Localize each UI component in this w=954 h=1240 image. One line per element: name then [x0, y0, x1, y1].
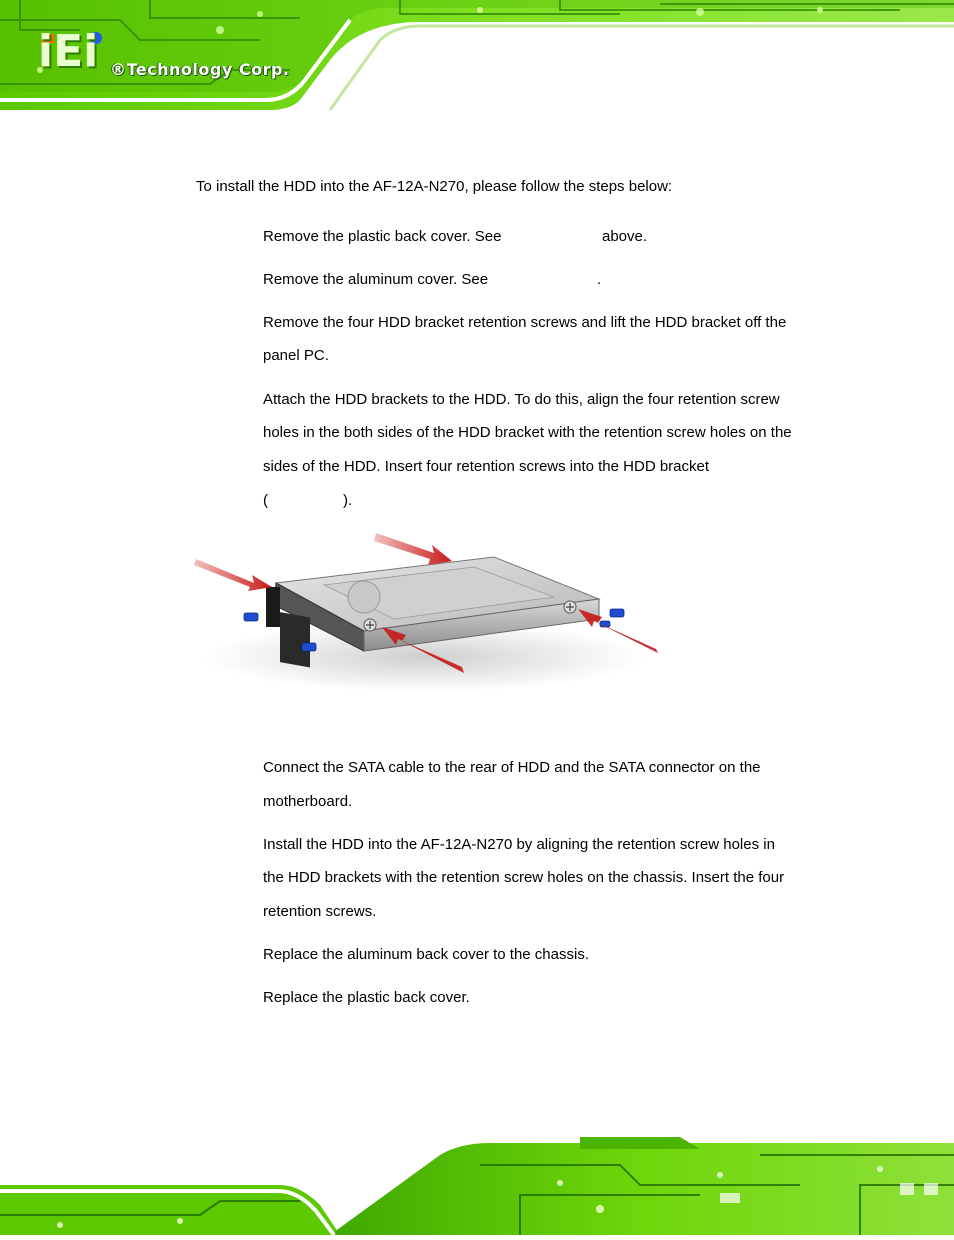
logo-mark: iEi [38, 26, 99, 77]
pcb-header-graphic [0, 0, 954, 112]
footer-banner [0, 1125, 954, 1235]
step-6-line-3: retention screws. [263, 903, 377, 920]
step-5-line-1: Connect the SATA cable to the rear of HDD and the SATA connector on the [263, 759, 761, 776]
logo-company-name: ®Technology Corp. [110, 60, 290, 79]
step-3-line-1: Remove the four HDD bracket retention screws and lift the HDD bracket off the [263, 314, 787, 331]
hdd-bracket-figure [194, 527, 664, 697]
step-4-line-4b: ). [343, 492, 353, 509]
step-4-line-2: holes in the both sides of the HDD bracket with the retention screw holes on the [263, 424, 792, 441]
step-1-line-2: above. [602, 228, 648, 245]
step-6-line-2: the HDD brackets with the retention screw holes on the chassis. Insert the four [263, 869, 785, 886]
step-4-line-3: sides of the HDD. Insert four retention screws into the HDD bracket [263, 458, 710, 475]
step-4-line-1: Attach the HDD brackets to the HDD. To do this, align the four retention screw [263, 391, 780, 408]
step-5-line-2: motherboard. [263, 793, 353, 810]
intro-text: To install the HDD into the AF-12A-N270, please follow the steps below: [196, 178, 673, 195]
step-7-line-1: Replace the aluminum back cover to the chassis. [263, 946, 589, 963]
step-2-line-1: Remove the aluminum cover. See [263, 271, 489, 288]
step-4-line-4a: ( [263, 492, 268, 509]
step-3-line-2: panel PC. [263, 347, 329, 364]
step-2-line-2: . [597, 271, 602, 288]
step-8-line-1: Replace the plastic back cover. [263, 989, 470, 1006]
step-6-line-1: Install the HDD into the AF-12A-N270 by aligning the retention screw holes in [263, 836, 775, 853]
hdd-illustration [194, 527, 664, 697]
step-1-line-1: Remove the plastic back cover. See [263, 228, 502, 245]
pcb-footer-graphic [0, 1125, 954, 1235]
header-banner [0, 0, 954, 112]
